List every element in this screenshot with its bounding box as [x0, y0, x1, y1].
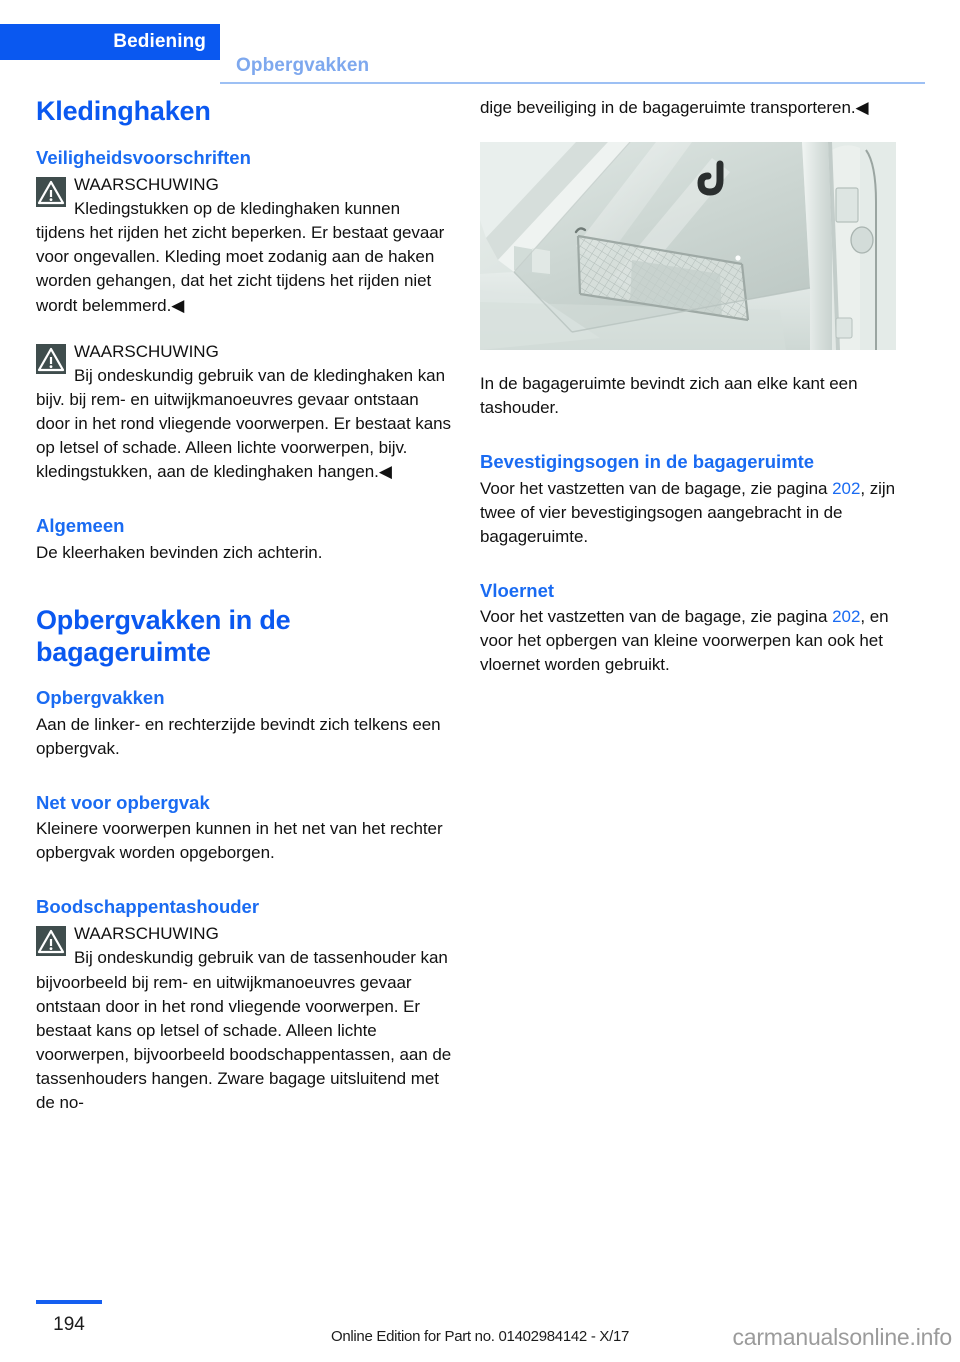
text-vloernet: [480, 605, 896, 677]
page-header: [0, 24, 960, 76]
warning-triangle-icon: [36, 344, 66, 374]
heading-opbergvakken: Opbergvakken: [36, 687, 165, 709]
warning-text-3: Bij ondeskundig gebruik van de tassenhouder kan bijvoorbeeld bij rem- en uitwijkmanoeuvres gevaar ontstaan door in het rond vliegende voorwerpen. Er bestaat kans op letsel of schade. Alleen lichte voorwerpen, bijvoorbeeld boodschappentassen, aan de tassenhouders hangen. Zware bagage uitsluitend met de no-: [36, 948, 452, 1113]
text-bevestigingsogen-part1: Voor het vastzetten van de bagage, zie pagina: [480, 478, 833, 498]
header-divider: [220, 82, 925, 84]
page-footer: [0, 1292, 960, 1362]
text-continuation: dige beveiliging in de bagageruimte transporteren.◀: [480, 98, 869, 117]
site-watermark: carmanualsonline.info: [732, 1324, 952, 1350]
warning-block-1: [36, 173, 452, 318]
trunk-storage-illustration: [480, 142, 896, 350]
warning-triangle-icon: [36, 926, 66, 956]
edition-note: Online Edition for Part no. 01402984142 - X/17: [330, 1328, 630, 1345]
page-title-2: Opbergvakken in de bagageruimte: [36, 604, 291, 667]
page-number: 194: [53, 1314, 85, 1335]
heading-vloernet: Vloernet: [480, 579, 555, 601]
text-opbergvakken: Aan de linker- en rechterzijde bevindt zich telkens een opbergvak.: [36, 714, 441, 758]
text-net-voor-opbergvak: Kleinere voorwerpen kunnen in het net van het rechter opbergvak worden opgeborgen.: [36, 818, 443, 863]
text-after-image: In de bagageruimte bevindt zich aan elke kant een tashouder.: [480, 374, 858, 418]
warning-text-2: Bij ondeskundig gebruik van de kledinghaken kan bijv. bij rem- en uitwijkmanoeuvres gevaar ontstaan door in het rond vliegende voorwerpen. Er bestaat kans op letsel of schade. Alleen lichte voorwerpen, bijv. kledingstukken, aan de kledinghaken hangen.◀: [36, 365, 452, 482]
page-title: Kledinghaken: [36, 96, 211, 126]
tab-opbergvakken-label[interactable]: Opbergvakken: [236, 55, 370, 76]
text-vloernet-part1: Voor het vastzetten van de bagage, zie pagina: [480, 607, 833, 626]
heading-bevestigingsogen: Bevestigingsogen in de bagageruimte: [480, 451, 815, 473]
text-algemeen: De kleerhaken bevinden zich achterin.: [36, 542, 323, 562]
right-column: [480, 96, 896, 677]
heading-algemeen: Algemeen: [36, 515, 125, 537]
text-bevestigingsogen-part2: , zijn twee of vier bevestigingsogen aangebracht in de bagageruimte.: [480, 478, 896, 546]
page-link-202-vloernet[interactable]: 202: [832, 607, 861, 626]
warning-block-2: [36, 340, 452, 485]
text-bevestigingsogen: [480, 477, 896, 549]
warning-text-1: Kledingstukken op de kledinghaken kunnen tijdens het rijden het zicht beperken. Er bestaat gevaar voor ongevallen. Kleding moet zodanig aan de haken worden gehangen, dat het zicht tijdens het rijden niet wordt belemmerd.◀: [36, 199, 445, 315]
warning-block-3: [36, 922, 452, 1115]
heading-net-voor-opbergvak: Net voor opbergvak: [36, 791, 210, 813]
page-link-202-bevestigingsogen[interactable]: 202: [832, 478, 861, 498]
warning-label-1: WAARSCHUWING: [74, 174, 219, 194]
footer-accent-rule: [36, 1300, 102, 1304]
left-column: [36, 96, 452, 1115]
tab-bediening-label: Bediening: [113, 31, 206, 52]
text-vloernet-part2: , en voor het opbergen van kleine voorwerpen kan ook het vloernet worden gebruikt.: [480, 607, 889, 675]
warning-label-2: WAARSCHUWING: [74, 341, 219, 361]
warning-label-3: WAARSCHUWING: [74, 924, 219, 944]
heading-veiligheidsvoorschriften: Veiligheidsvoorschriften: [36, 146, 251, 168]
warning-triangle-icon: [36, 177, 66, 207]
heading-boodschappentashouder: Boodschappentashouder: [36, 896, 260, 918]
tab-bediening[interactable]: [0, 24, 220, 60]
